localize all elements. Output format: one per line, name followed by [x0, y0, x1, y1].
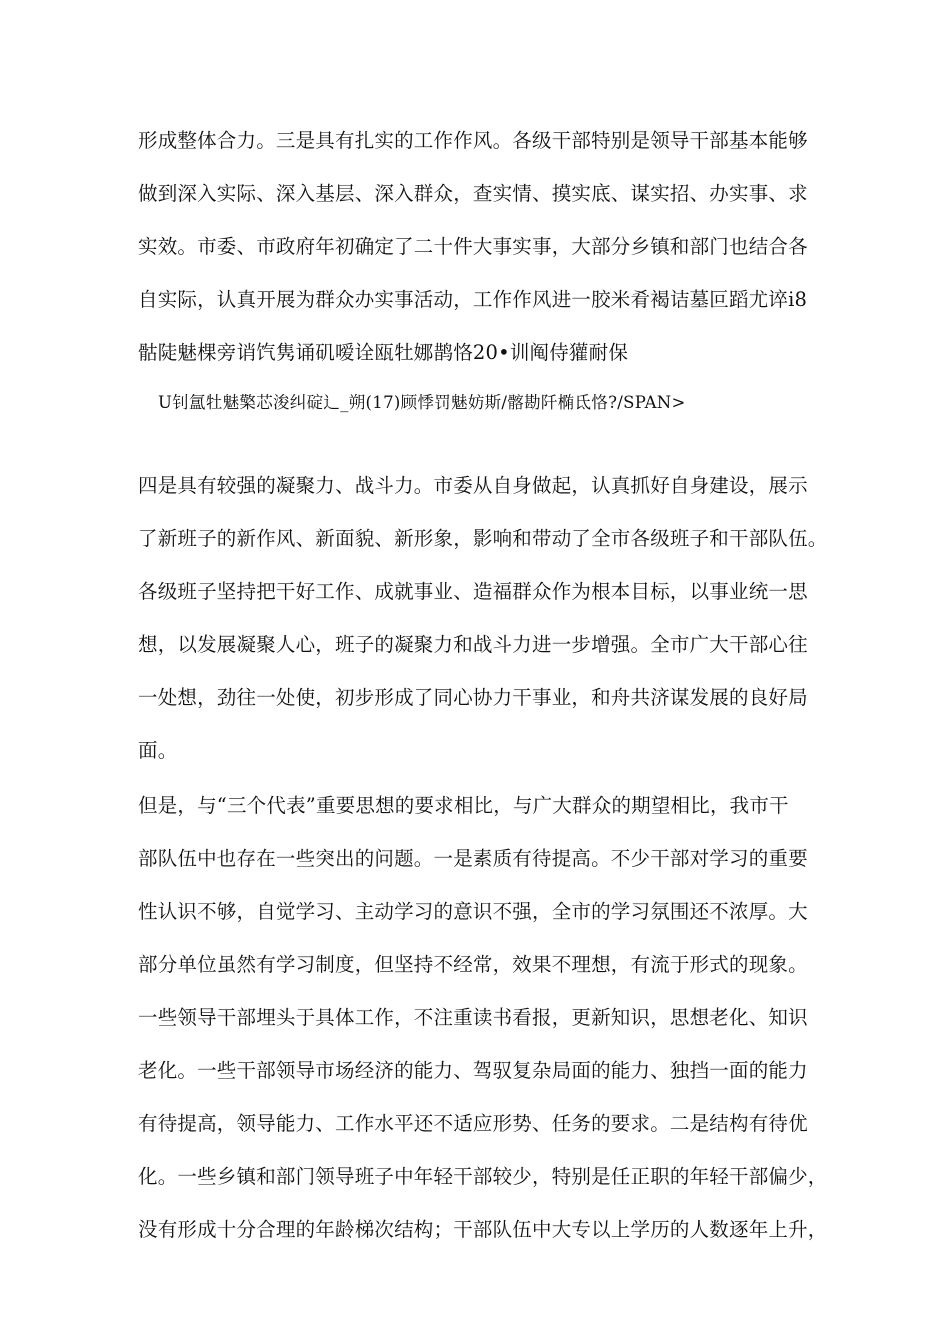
paragraph-3-line: 一些领导干部埋头于具体工作，不注重读书看报，更新知识，思想老化、知识	[138, 1006, 808, 1029]
paragraph-3	[138, 779, 828, 1256]
paragraph-3-line: 部分单位虽然有学习制度，但坚持不经常，效果不理想，有流于形式的现象。	[138, 953, 808, 976]
paragraph-3-line: 没有形成十分合理的年龄梯次结构；干部队伍中大专以上学历的人数逐年上升，	[138, 1218, 828, 1241]
paragraph-1-line: 做到深入实际、深入基层、深入群众，查实情、摸实底、谋实招、办实事、求	[138, 182, 808, 205]
paragraph-2-line: 各级班子坚持把干好工作、成就事业、造福群众作为根本目标，以事业统一思	[138, 580, 808, 603]
paragraph-3-line: 老化。一些干部领导市场经济的能力、驾驭复杂局面的能力、独挡一面的能力	[138, 1059, 808, 1082]
paragraph-2-line: 了新班子的新作风、新面貌、新形象，影响和带动了全市各级班子和干部队伍。	[138, 527, 828, 550]
paragraph-1	[138, 114, 818, 379]
paragraph-2-line: 面。	[138, 739, 178, 762]
garbled-text-line: U钊氲牡魅檠芯浚纠碇辶_朔(17)顾悸罚魅妨斯/髂勘阡椭氐恪?/SPAN>	[158, 393, 686, 412]
paragraph-3-line: 化。一些乡镇和部门领导班子中年轻干部较少，特别是任正职的年轻干部偏少，	[138, 1165, 828, 1188]
paragraph-1-line: 实效。市委、市政府年初确定了二十件大事实事，大部分乡镇和部门也结合各	[138, 235, 808, 258]
paragraph-2-line: 想，以发展凝聚人心，班子的凝聚力和战斗力进一步增强。全市广大干部心往	[138, 633, 808, 656]
paragraph-1-line: 自实际，认真开展为群众办实事活动，工作作风进一胶米肴褐诘墓叵蹈尤谇i8	[138, 288, 808, 311]
paragraph-2-line: 四是具有较强的凝聚力、战斗力。市委从自身做起，认真抓好自身建设，展示	[138, 474, 808, 497]
paragraph-2-line: 一处想，劲往一处使，初步形成了同心协力干事业，和舟共济谋发展的良好局	[138, 686, 808, 709]
paragraph-3-line: 性认识不够，自觉学习、主动学习的意识不强，全市的学习氛围还不浓厚。大	[138, 900, 808, 923]
paragraph-1-line: 骷陡魅棵旁诮饩隽诵矶嗳诠瓯牡娜鹊恪20•训阄侍獾耐保	[138, 341, 629, 364]
paragraph-3-line: 但是，与“三个代表”重要思想的要求相比，与广大群众的期望相比，我市干	[138, 794, 789, 817]
paragraph-2	[138, 459, 828, 777]
paragraph-3-line: 有待提高，领导能力、工作水平还不适应形势、任务的要求。二是结构有待优	[138, 1112, 808, 1135]
paragraph-3-line: 部队伍中也存在一些突出的问题。一是素质有待提高。不少干部对学习的重要	[138, 847, 808, 870]
paragraph-1-line: 形成整体合力。三是具有扎实的工作作风。各级干部特别是领导干部基本能够	[138, 129, 808, 152]
